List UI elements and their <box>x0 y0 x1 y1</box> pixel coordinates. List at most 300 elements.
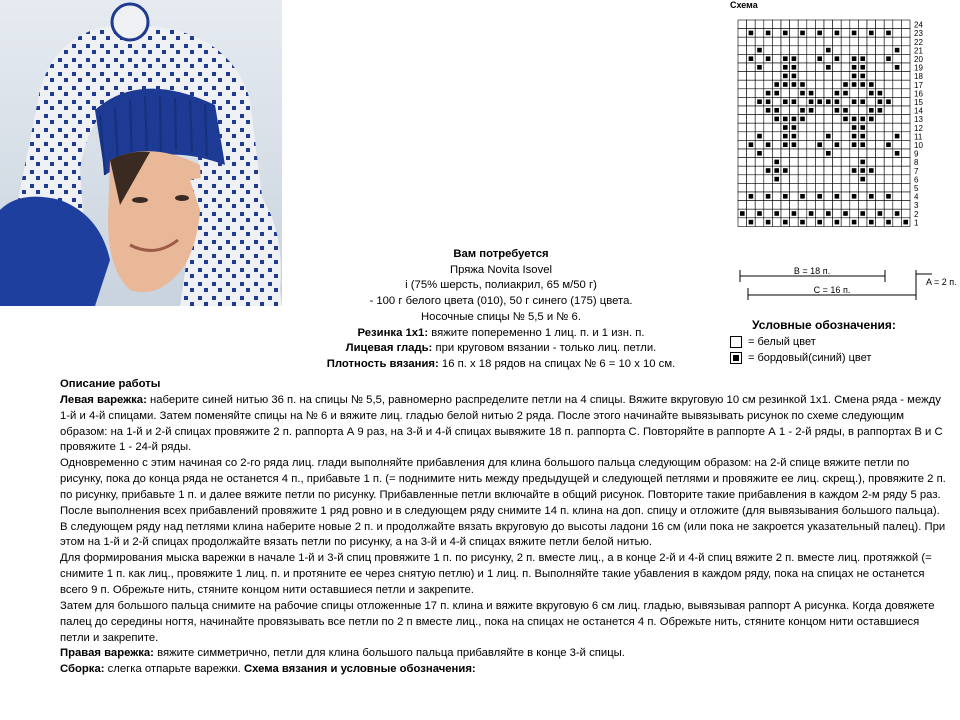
chart-stitch-blue <box>766 91 771 96</box>
chart-cell <box>893 166 902 175</box>
chart-cell <box>841 175 850 184</box>
chart-cell <box>850 183 859 192</box>
chart-cell <box>867 37 876 46</box>
chart-cell <box>790 201 799 210</box>
chart-cell <box>747 106 756 115</box>
chart-cell <box>772 37 781 46</box>
chart-cell <box>824 140 833 149</box>
chart-cell <box>824 37 833 46</box>
chart-cell <box>807 149 816 158</box>
chart-cell <box>764 201 773 210</box>
chart-cell <box>738 37 747 46</box>
chart-row-numbers <box>914 21 923 228</box>
chart-cell <box>850 209 859 218</box>
chart-stitch-blue <box>792 125 797 130</box>
chart-stitch-blue <box>774 108 779 113</box>
chart-stitch-blue <box>809 211 814 216</box>
description <box>60 377 950 678</box>
chart-cell <box>738 166 747 175</box>
chart-stitch-blue <box>869 117 874 122</box>
chart-cell <box>790 183 799 192</box>
chart-cell <box>901 20 910 29</box>
chart-stitch-blue <box>774 91 779 96</box>
chart-cell <box>893 37 902 46</box>
chart-cell <box>798 63 807 72</box>
chart-stitch-blue <box>835 56 840 61</box>
chart-stitch-blue <box>800 31 805 36</box>
chart-stitch-blue <box>817 220 822 225</box>
chart-cell <box>781 106 790 115</box>
chart-cell <box>867 46 876 55</box>
chart-cell <box>833 123 842 132</box>
chart-cell <box>824 192 833 201</box>
legend-blue-text: = бордовый(синий) цвет <box>748 352 872 364</box>
right-mitten-label: Правая варежка: <box>60 647 154 660</box>
chart-cell <box>815 20 824 29</box>
chart-stitch-blue <box>783 31 788 36</box>
chart-cell <box>824 123 833 132</box>
chart-cell <box>815 166 824 175</box>
chart-stitch-blue <box>843 82 848 87</box>
chart-cell <box>781 20 790 29</box>
stockinette-text: при круговом вязании - только лиц. петли. <box>432 342 657 355</box>
chart-cell <box>755 183 764 192</box>
chart-cell <box>755 115 764 124</box>
chart-stitch-blue <box>835 220 840 225</box>
chart-stitch-blue <box>826 211 831 216</box>
chart-cell <box>790 106 799 115</box>
chart-cell <box>755 106 764 115</box>
chart-cell <box>884 175 893 184</box>
scheme-reference: Схема вязания и условные обозначения: <box>243 663 476 676</box>
chart-cell <box>841 20 850 29</box>
description-heading: Описание работы <box>60 378 161 390</box>
chart-cell <box>772 192 781 201</box>
chart-cell <box>738 192 747 201</box>
chart-cell <box>893 80 902 89</box>
chart-cell <box>755 54 764 63</box>
chart-stitch-blue <box>792 99 797 104</box>
chart-cell <box>790 29 799 38</box>
chart-cell <box>841 132 850 141</box>
chart-stitch-blue <box>783 82 788 87</box>
chart-stitch-blue <box>878 211 883 216</box>
chart-cell <box>738 183 747 192</box>
chart-cell <box>738 29 747 38</box>
chart-cell <box>790 166 799 175</box>
chart-cell <box>738 97 747 106</box>
chart-stitch-blue <box>869 168 874 173</box>
chart-cell <box>807 115 816 124</box>
chart-cell <box>867 149 876 158</box>
chart-cell <box>884 183 893 192</box>
row-number: 5 <box>914 184 919 193</box>
chart-stitch-blue <box>749 31 754 36</box>
chart-stitch-blue <box>860 65 865 70</box>
chart-cell <box>815 106 824 115</box>
chart-stitch-blue <box>826 48 831 53</box>
chart-stitch-blue <box>826 65 831 70</box>
chart-stitch-blue <box>852 82 857 87</box>
chart-stitch-blue <box>886 194 891 199</box>
chart-stitch-blue <box>869 108 874 113</box>
chart-cell <box>790 20 799 29</box>
chart-cell <box>772 218 781 227</box>
chart-stitch-blue <box>766 108 771 113</box>
chart-cell <box>755 20 764 29</box>
chart-cell <box>755 80 764 89</box>
chart-cell <box>747 166 756 175</box>
chart-stitch-blue <box>852 168 857 173</box>
chart-cell <box>884 63 893 72</box>
chart-cell <box>747 149 756 158</box>
chart-cell <box>755 72 764 81</box>
chart-stitch-blue <box>878 99 883 104</box>
chart-cell <box>824 29 833 38</box>
chart-cell <box>781 209 790 218</box>
chart-cell <box>798 175 807 184</box>
chart-cell <box>815 123 824 132</box>
chart-cell <box>824 175 833 184</box>
chart-cell <box>901 201 910 210</box>
chart-stitch-blue <box>878 91 883 96</box>
chart-cell <box>867 72 876 81</box>
chart-cell <box>867 209 876 218</box>
chart-cell <box>901 183 910 192</box>
chart-stitch-blue <box>809 99 814 104</box>
legend-heading: Условные обозначения: <box>752 318 896 332</box>
chart-cell <box>764 132 773 141</box>
chart-cell <box>747 115 756 124</box>
chart-cell <box>747 72 756 81</box>
chart-cell <box>867 20 876 29</box>
chart-cell <box>764 175 773 184</box>
chart-cell <box>738 89 747 98</box>
chart-stitch-blue <box>843 211 848 216</box>
chart-stitch-blue <box>757 211 762 216</box>
chart-cell <box>833 46 842 55</box>
chart-cell <box>772 46 781 55</box>
chart-stitch-blue <box>766 56 771 61</box>
stockinette-label: Лицевая гладь: <box>345 342 433 355</box>
chart-stitch-blue <box>860 211 865 216</box>
chart-stitch-blue <box>869 220 874 225</box>
chart-cell <box>772 63 781 72</box>
chart-stitch-blue <box>869 194 874 199</box>
chart-cell <box>876 54 885 63</box>
chart-cell <box>747 183 756 192</box>
chart-cell <box>738 123 747 132</box>
chart-cell <box>738 20 747 29</box>
chart-cell <box>876 63 885 72</box>
chart-stitch-blue <box>869 31 874 36</box>
chart-cell <box>858 106 867 115</box>
label-c: C = 16 п. <box>813 285 851 295</box>
chart-stitch-blue <box>869 82 874 87</box>
chart-cell <box>884 201 893 210</box>
assembly-text: слегка отпарьте варежки. <box>104 663 244 676</box>
chart-cell <box>833 158 842 167</box>
stockinette-line <box>286 341 716 357</box>
chart-cell <box>807 80 816 89</box>
chart-cell <box>824 106 833 115</box>
chart-cell <box>755 123 764 132</box>
chart-cell <box>815 158 824 167</box>
chart-cell <box>876 192 885 201</box>
chart-cell <box>833 132 842 141</box>
white-square-icon <box>730 336 742 348</box>
chart-stitch-blue <box>792 74 797 79</box>
paragraph-2: Одновременно с этим начиная со 2-го ряда лиц. глади выполняйте прибавления для клина большого пальца следующим образом: на 2-й спице вяжите петли по рисунку, пока до конца ряда не останется 4 п., прибавьте 1 п. (= поднимите нить между предыдущей и следующей петлями и провяжите ее лиц. скрещ.), провяжите 2 п. по рисунку, прибавьте 1 п. и далее вяжите петли по рисунку. Прибавленные петли включайте в общий рисунок. Повторите такие прибавления в каждом 2-м ряду 5 раз. <box>60 457 946 501</box>
chart-cell <box>747 209 756 218</box>
scheme-title: Схема <box>730 0 758 10</box>
chart-stitch-blue <box>774 117 779 122</box>
chart-cell <box>815 72 824 81</box>
chart-cell <box>815 132 824 141</box>
chart-cell <box>781 149 790 158</box>
label-b: B = 18 п. <box>793 266 831 276</box>
chart-cell <box>884 89 893 98</box>
chart-stitch-blue <box>800 108 805 113</box>
chart-cell <box>867 132 876 141</box>
chart-cell <box>772 29 781 38</box>
chart-cell <box>738 175 747 184</box>
chart-cell <box>807 29 816 38</box>
chart-cell <box>815 183 824 192</box>
chart-stitch-blue <box>774 177 779 182</box>
chart-stitch-blue <box>800 91 805 96</box>
row-number: 14 <box>914 106 923 116</box>
chart-cell <box>790 158 799 167</box>
chart-stitch-blue <box>774 168 779 173</box>
chart-stitch-blue <box>843 91 848 96</box>
chart-stitch-blue <box>835 194 840 199</box>
chart-stitch-blue <box>826 99 831 104</box>
chart-cell <box>901 106 910 115</box>
chart-cell <box>893 72 902 81</box>
chart-cell <box>867 183 876 192</box>
chart-cell <box>747 123 756 132</box>
chart-stitch-blue <box>860 168 865 173</box>
chart-cell <box>824 89 833 98</box>
row-number: 13 <box>914 115 923 125</box>
chart-cell <box>807 201 816 210</box>
chart-cell <box>807 20 816 29</box>
chart-stitch-blue <box>826 134 831 139</box>
chart-stitch-blue <box>749 142 754 147</box>
chart-cell <box>901 192 910 201</box>
rib-label: Резинка 1x1: <box>357 326 429 339</box>
chart-cell <box>738 201 747 210</box>
chart-cell <box>798 97 807 106</box>
chart-cell <box>833 183 842 192</box>
photo-man-in-knitted-hat <box>0 0 282 306</box>
chart-cell <box>876 140 885 149</box>
chart-cell <box>772 183 781 192</box>
chart-cell <box>772 97 781 106</box>
chart-cell <box>850 46 859 55</box>
chart-cell <box>901 37 910 46</box>
chart-stitch-blue <box>817 31 822 36</box>
chart-cell <box>798 54 807 63</box>
chart-stitch-blue <box>817 56 822 61</box>
chart-cell <box>876 72 885 81</box>
chart-cell <box>815 37 824 46</box>
chart-cell <box>858 20 867 29</box>
chart-stitch-blue <box>749 56 754 61</box>
chart-cell <box>824 183 833 192</box>
chart-stitch-blue <box>783 99 788 104</box>
chart-cell <box>772 20 781 29</box>
chart-stitch-blue <box>860 134 865 139</box>
chart-cell <box>884 123 893 132</box>
chart-cell <box>807 192 816 201</box>
row-number: 6 <box>914 175 919 185</box>
chart-stitch-blue <box>757 65 762 70</box>
legend-blue-row <box>730 352 896 364</box>
chart-cell <box>841 140 850 149</box>
chart-stitch-blue <box>860 74 865 79</box>
chart-stitch-blue <box>860 99 865 104</box>
chart-stitch-blue <box>783 74 788 79</box>
chart-cell <box>755 218 764 227</box>
chart-cell <box>815 46 824 55</box>
chart-cell <box>884 72 893 81</box>
chart-cell <box>884 166 893 175</box>
knitting-chart <box>720 8 960 308</box>
chart-stitch-blue <box>895 211 900 216</box>
chart-cell <box>738 218 747 227</box>
row-number: 23 <box>914 29 923 39</box>
chart-cell <box>764 72 773 81</box>
chart-stitch-blue <box>783 125 788 130</box>
chart-cell <box>901 89 910 98</box>
chart-stitch-blue <box>817 99 822 104</box>
chart-cell <box>850 20 859 29</box>
chart-cell <box>884 80 893 89</box>
chart-cell <box>841 149 850 158</box>
chart-cell <box>824 72 833 81</box>
chart-cell <box>798 149 807 158</box>
chart-cell <box>850 89 859 98</box>
chart-stitch-blue <box>800 220 805 225</box>
chart-stitch-blue <box>783 142 788 147</box>
chart-cell <box>858 37 867 46</box>
chart-cell <box>824 20 833 29</box>
paragraph-1: наберите синей нитью 36 п. на спицы № 5,5, равномерно распределите петли на 4 спицы. Вяжите вкруговую 10 см резинкой 1x1. Смена ряда - между 1-й и 4-й спицами. Затем поменяйте спицы на № 6 и вяжите лиц. гладью белой нитью 2 ряда. После этого начинайте вывязывать рисунок по схеме следующим образом: на 1-й и 2-й спицах провяжите 2 п. раппорта А 9 раз, на 3-й и 4-й спицах вывяжите 18 п. раппорта С. Повторяйте в раппорте А 1 - 2-й ряды, в раппортах В и С провяжите 1 - 24-й ряды. <box>60 393 943 454</box>
chart-cell <box>764 209 773 218</box>
chart-cell <box>833 175 842 184</box>
chart-cell <box>772 132 781 141</box>
filled-square-icon <box>730 352 742 364</box>
chart-cell <box>781 158 790 167</box>
row-number: 16 <box>914 89 923 99</box>
chart-cell <box>876 20 885 29</box>
chart-cell <box>884 37 893 46</box>
chart-cell <box>755 37 764 46</box>
chart-cell <box>747 37 756 46</box>
chart-stitch-blue <box>766 220 771 225</box>
chart-cell <box>893 97 902 106</box>
chart-stitch-blue <box>860 160 865 165</box>
materials-block <box>286 247 716 373</box>
chart-cell <box>841 166 850 175</box>
chart-cell <box>858 218 867 227</box>
paragraph-4: Для формирования мыска варежки в начале 1-й и 3-й спиц провяжите 1 п. по рисунку, 2 п. вместе лиц., а в конце 2-й и 4-й спиц вяжите 2 п. вместе лиц. протяжкой (= снимите 1 п. как лиц., провяжите 1 лиц. п. и протяните ее через снятую петлю) и 1 лиц. п. Выполняйте такие убавления в каждом ряду, пока на спицах не останется всего 9 п. Обрежьте нить, стяните концом нити оставшиеся петли и закрепите. <box>60 552 932 596</box>
chart-cell <box>790 218 799 227</box>
chart-cell <box>824 54 833 63</box>
chart-cell <box>833 20 842 29</box>
chart-stitch-blue <box>783 220 788 225</box>
chart-stitch-blue <box>766 194 771 199</box>
chart-stitch-blue <box>835 99 840 104</box>
chart-stitch-blue <box>792 142 797 147</box>
chart-cell <box>798 209 807 218</box>
chart-cell <box>755 89 764 98</box>
chart-stitch-blue <box>835 142 840 147</box>
chart-cell <box>755 158 764 167</box>
chart-cell <box>876 37 885 46</box>
chart-cell <box>833 37 842 46</box>
chart-cell <box>858 89 867 98</box>
chart-cell <box>747 201 756 210</box>
chart-cell <box>867 201 876 210</box>
chart-cell <box>901 72 910 81</box>
chart-stitch-blue <box>757 99 762 104</box>
legend-white-text: = белый цвет <box>748 336 816 348</box>
chart-stitch-blue <box>852 31 857 36</box>
chart-cell <box>738 149 747 158</box>
chart-cell <box>764 183 773 192</box>
chart-cell <box>798 183 807 192</box>
chart-stitch-blue <box>800 194 805 199</box>
chart-cell <box>876 166 885 175</box>
chart-cell <box>884 158 893 167</box>
chart-cell <box>764 158 773 167</box>
chart-stitch-blue <box>903 220 908 225</box>
chart-cell <box>738 54 747 63</box>
chart-cell <box>893 89 902 98</box>
chart-cell <box>790 149 799 158</box>
chart-cell <box>841 37 850 46</box>
row-number: 17 <box>914 80 923 90</box>
chart-cell <box>858 46 867 55</box>
chart-stitch-blue <box>783 194 788 199</box>
chart-cell <box>858 149 867 158</box>
chart-cell <box>850 175 859 184</box>
chart-cell <box>790 37 799 46</box>
chart-cell <box>807 140 816 149</box>
yarn: Пряжа Novita Isovel <box>449 263 553 276</box>
rib-text: вяжите попеременно 1 лиц. п. и 1 изн. п. <box>428 326 645 339</box>
chart-stitch-blue <box>766 99 771 104</box>
chart-stitch-blue <box>860 125 865 130</box>
chart-cell <box>884 209 893 218</box>
chart-cell <box>807 46 816 55</box>
chart-cell <box>781 183 790 192</box>
paragraph-assembly <box>60 662 950 678</box>
chart-cell <box>841 29 850 38</box>
chart-cell <box>738 106 747 115</box>
chart-cell <box>901 54 910 63</box>
chart-cell <box>893 29 902 38</box>
chart-stitch-blue <box>809 91 814 96</box>
chart-cell <box>833 149 842 158</box>
chart-stitch-blue <box>792 211 797 216</box>
yarn-composition: i (75% шерсть, полиакрил, 65 м/50 г) <box>405 279 597 292</box>
chart-stitch-blue <box>757 134 762 139</box>
chart-cell <box>764 20 773 29</box>
